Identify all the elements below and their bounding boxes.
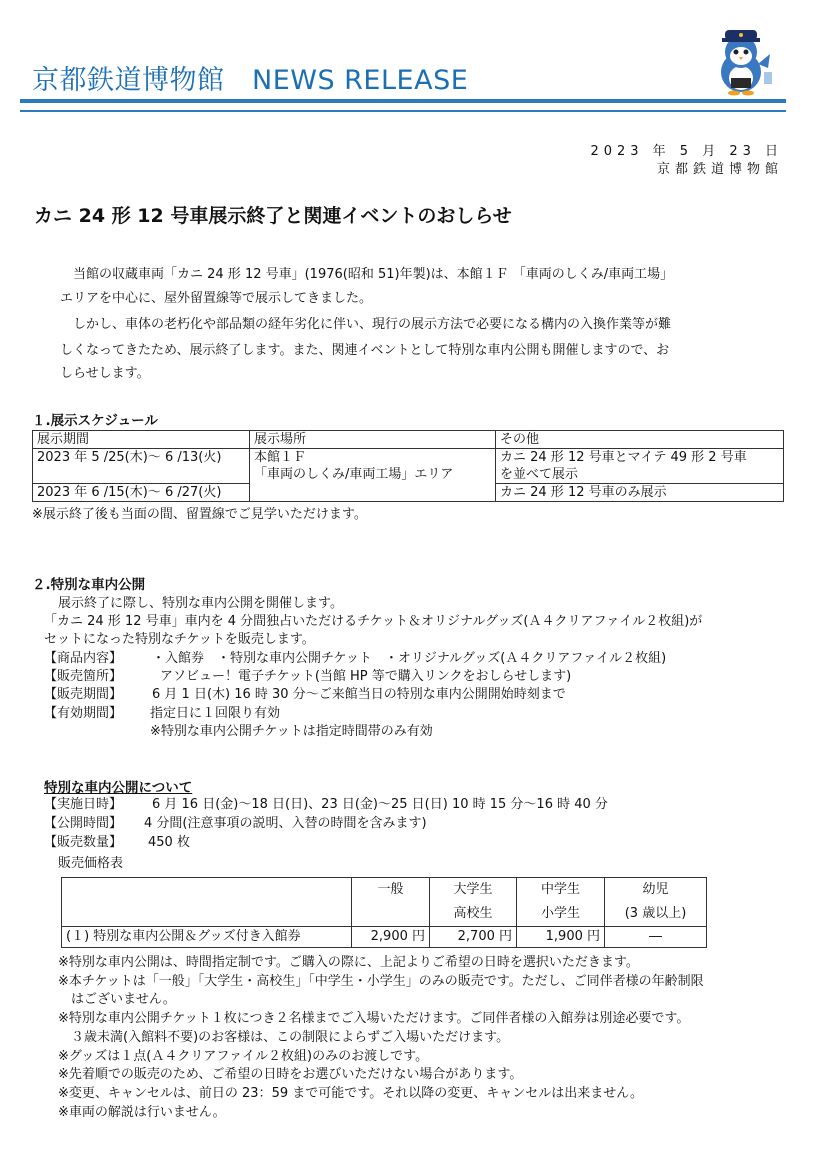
note-line: ※特別な車内公開は、時間指定制です。ご購入の際に、上記よりご希望の日時を選択いただきます。 bbox=[58, 955, 639, 970]
price-header-line: 一般 bbox=[377, 882, 404, 897]
column-header: 展示場所 bbox=[250, 431, 496, 449]
item-value: アソビュー！電子チケット(当館 HP 等で購入リンクをおしらせします) bbox=[160, 669, 572, 684]
schedule-table bbox=[32, 430, 784, 502]
period-cell: 2023 年 6 /15(木)～ 6 /27(火) bbox=[33, 484, 250, 502]
price-header-line: (3 歳以上) bbox=[624, 906, 687, 921]
table-header-row bbox=[62, 878, 707, 927]
price-cell: 2,700 円 bbox=[430, 927, 517, 948]
other-cell: カニ 24 形 12 号車のみ展示 bbox=[496, 484, 784, 502]
note-line: ※特別な車内公開チケット１枚につき２名様までご入場いただけます。ご同伴者様の入館券は別途必要です。 bbox=[58, 1011, 690, 1027]
price-header-cell bbox=[605, 878, 707, 927]
item-label: 【公開時間】 bbox=[44, 816, 123, 831]
item-value: 450 枚 bbox=[148, 835, 190, 850]
notes-list bbox=[58, 954, 704, 1122]
intro-line: しらせします。 bbox=[60, 366, 150, 381]
section2-line: 展示終了に際し、特別な車内公開を開催します。 bbox=[58, 596, 343, 611]
note-line: ※グッズは１点(Ａ４クリアファイル２枚組)のみのお渡しです。 bbox=[58, 1048, 429, 1064]
price-cell: 2,900 円 bbox=[352, 927, 430, 948]
price-table bbox=[61, 877, 707, 948]
table-header-row bbox=[33, 431, 784, 449]
intro-line: エリアを中心に、屋外留置線等で展示してきました。 bbox=[60, 291, 373, 306]
note-line: ※先着順での販売のため、ご希望の日時をお選びいただけない場合があります。 bbox=[58, 1067, 523, 1083]
section2-line: セットになった特別なチケットを販売します。 bbox=[44, 632, 315, 647]
note-line: ※本チケットは「一般」「大学生・高校生」「中学生・小学生」のみの販売です。ただし、ご同伴者様の年齢制限 bbox=[58, 973, 704, 989]
header-title: 京都鉄道博物館 NEWS RELEASE bbox=[32, 65, 469, 96]
intro-line: しかし、車体の老朽化や部品類の経年劣化に伴い、現行の展示方法で必要になる構内の入換作業等が難 bbox=[73, 317, 672, 332]
price-header-line: 大学生 bbox=[453, 882, 493, 897]
note-line: ※変更、キャンセルは、前日の 23：59 まで可能です。それ以降の変更、キャンセルは出来ません。 bbox=[58, 1085, 643, 1101]
price-header-line: 幼児 bbox=[642, 882, 669, 897]
item-label: 【有効期間】 bbox=[44, 706, 123, 721]
other-cell bbox=[496, 449, 784, 484]
note-line: はございません。 bbox=[58, 992, 176, 1008]
item-label: 【販売箇所】 bbox=[44, 669, 123, 684]
item-label: 【販売期間】 bbox=[44, 687, 123, 702]
table-row bbox=[33, 449, 784, 484]
period-cell: 2023 年 5 /25(木)～ 6 /13(火) bbox=[33, 449, 250, 484]
note-line: ３歳未満(入館料不要)のお客様は、この制限によらずご入場いただけます。 bbox=[58, 1029, 510, 1045]
issuer-line: 京都鉄道博物館 bbox=[656, 162, 783, 177]
intro-line: 当館の収蔵車両「カニ 24 形 12 号車」(1976(昭和 51)年製)は、本館１Ｆ 「車両のしくみ/車両工場」 bbox=[73, 267, 674, 282]
release-date bbox=[590, 143, 783, 179]
item-value: ・入館券 ・特別な車内公開チケット ・オリジナルグッズ(Ａ４クリアファイル２枚組) bbox=[152, 651, 667, 666]
section1-heading: １.展示スケジュール bbox=[32, 413, 158, 429]
other-line: カニ 24 形 12 号車とマイテ 49 形 2 号車 bbox=[500, 450, 747, 465]
intro-line: しくなってきたため、展示終了します。また、関連イベントとして特別な車内公開も開催しますので、お bbox=[60, 343, 670, 358]
column-header: その他 bbox=[496, 431, 784, 449]
document-title: カニ 24 形 12 号車展示終了と関連イベントのおしらせ bbox=[34, 205, 512, 227]
section2-line: 「カニ 24 形 12 号車」車内を 4 分間独占いただけるチケット＆オリジナルグッズ(Ａ４クリアファイル２枚組)が bbox=[44, 614, 703, 629]
item-label: 【商品内容】 bbox=[44, 651, 123, 666]
header-rule-thin bbox=[20, 110, 786, 112]
price-cell: ― bbox=[605, 927, 707, 948]
table-row bbox=[62, 927, 707, 948]
place-line: 本館１Ｆ bbox=[254, 450, 307, 465]
mascot-icon bbox=[708, 24, 778, 96]
price-header-cell bbox=[430, 878, 517, 927]
item-label: 【販売数量】 bbox=[44, 835, 123, 850]
item-value: 6 月 1 日(木) 16 時 30 分～ご来館当日の特別な車内公開開始時刻まで bbox=[152, 687, 566, 702]
price-cell: 1,900 円 bbox=[517, 927, 605, 948]
header-rule-thick bbox=[20, 99, 786, 103]
ticket-name-cell: (１) 特別な車内公開＆グッズ付き入館券 bbox=[62, 927, 352, 948]
item-value: 4 分間(注意事項の説明、入替の時間を含みます) bbox=[144, 816, 427, 831]
price-header-line: 小学生 bbox=[540, 906, 580, 921]
section2-heading: ２.特別な車内公開 bbox=[32, 577, 146, 593]
schedule-note: ※展示終了後も当面の間、留置線でご見学いただけます。 bbox=[32, 507, 367, 522]
other-line: を並べて展示 bbox=[500, 467, 579, 482]
blank-header-cell bbox=[62, 878, 352, 927]
price-header-line bbox=[356, 902, 425, 926]
price-table-title: 販売価格表 bbox=[58, 856, 124, 871]
price-header-cell bbox=[352, 878, 430, 927]
note-line: ※車両の解説は行いません。 bbox=[58, 1104, 226, 1120]
price-header-cell bbox=[517, 878, 605, 927]
price-header-line: 中学生 bbox=[540, 882, 580, 897]
item-value: 6 月 16 日(金)～18 日(日)、23 日(金)～25 日(日) 10 時 15 分～16 時 40 分 bbox=[152, 797, 608, 812]
item-label: 【実施日時】 bbox=[44, 797, 123, 812]
place-line: 「車両のしくみ/車両工場」エリア bbox=[254, 467, 454, 482]
item-value: 指定日に１回限り有効 bbox=[150, 706, 281, 721]
section3-heading: 特別な車内公開について bbox=[44, 780, 193, 796]
column-header: 展示期間 bbox=[33, 431, 250, 449]
release-date-line: 2023 年 5 月 23 日 bbox=[590, 144, 783, 159]
place-cell bbox=[250, 449, 496, 502]
price-header-line: 高校生 bbox=[453, 906, 493, 921]
valid-note: ※特別な車内公開チケットは指定時間帯のみ有効 bbox=[150, 724, 433, 739]
